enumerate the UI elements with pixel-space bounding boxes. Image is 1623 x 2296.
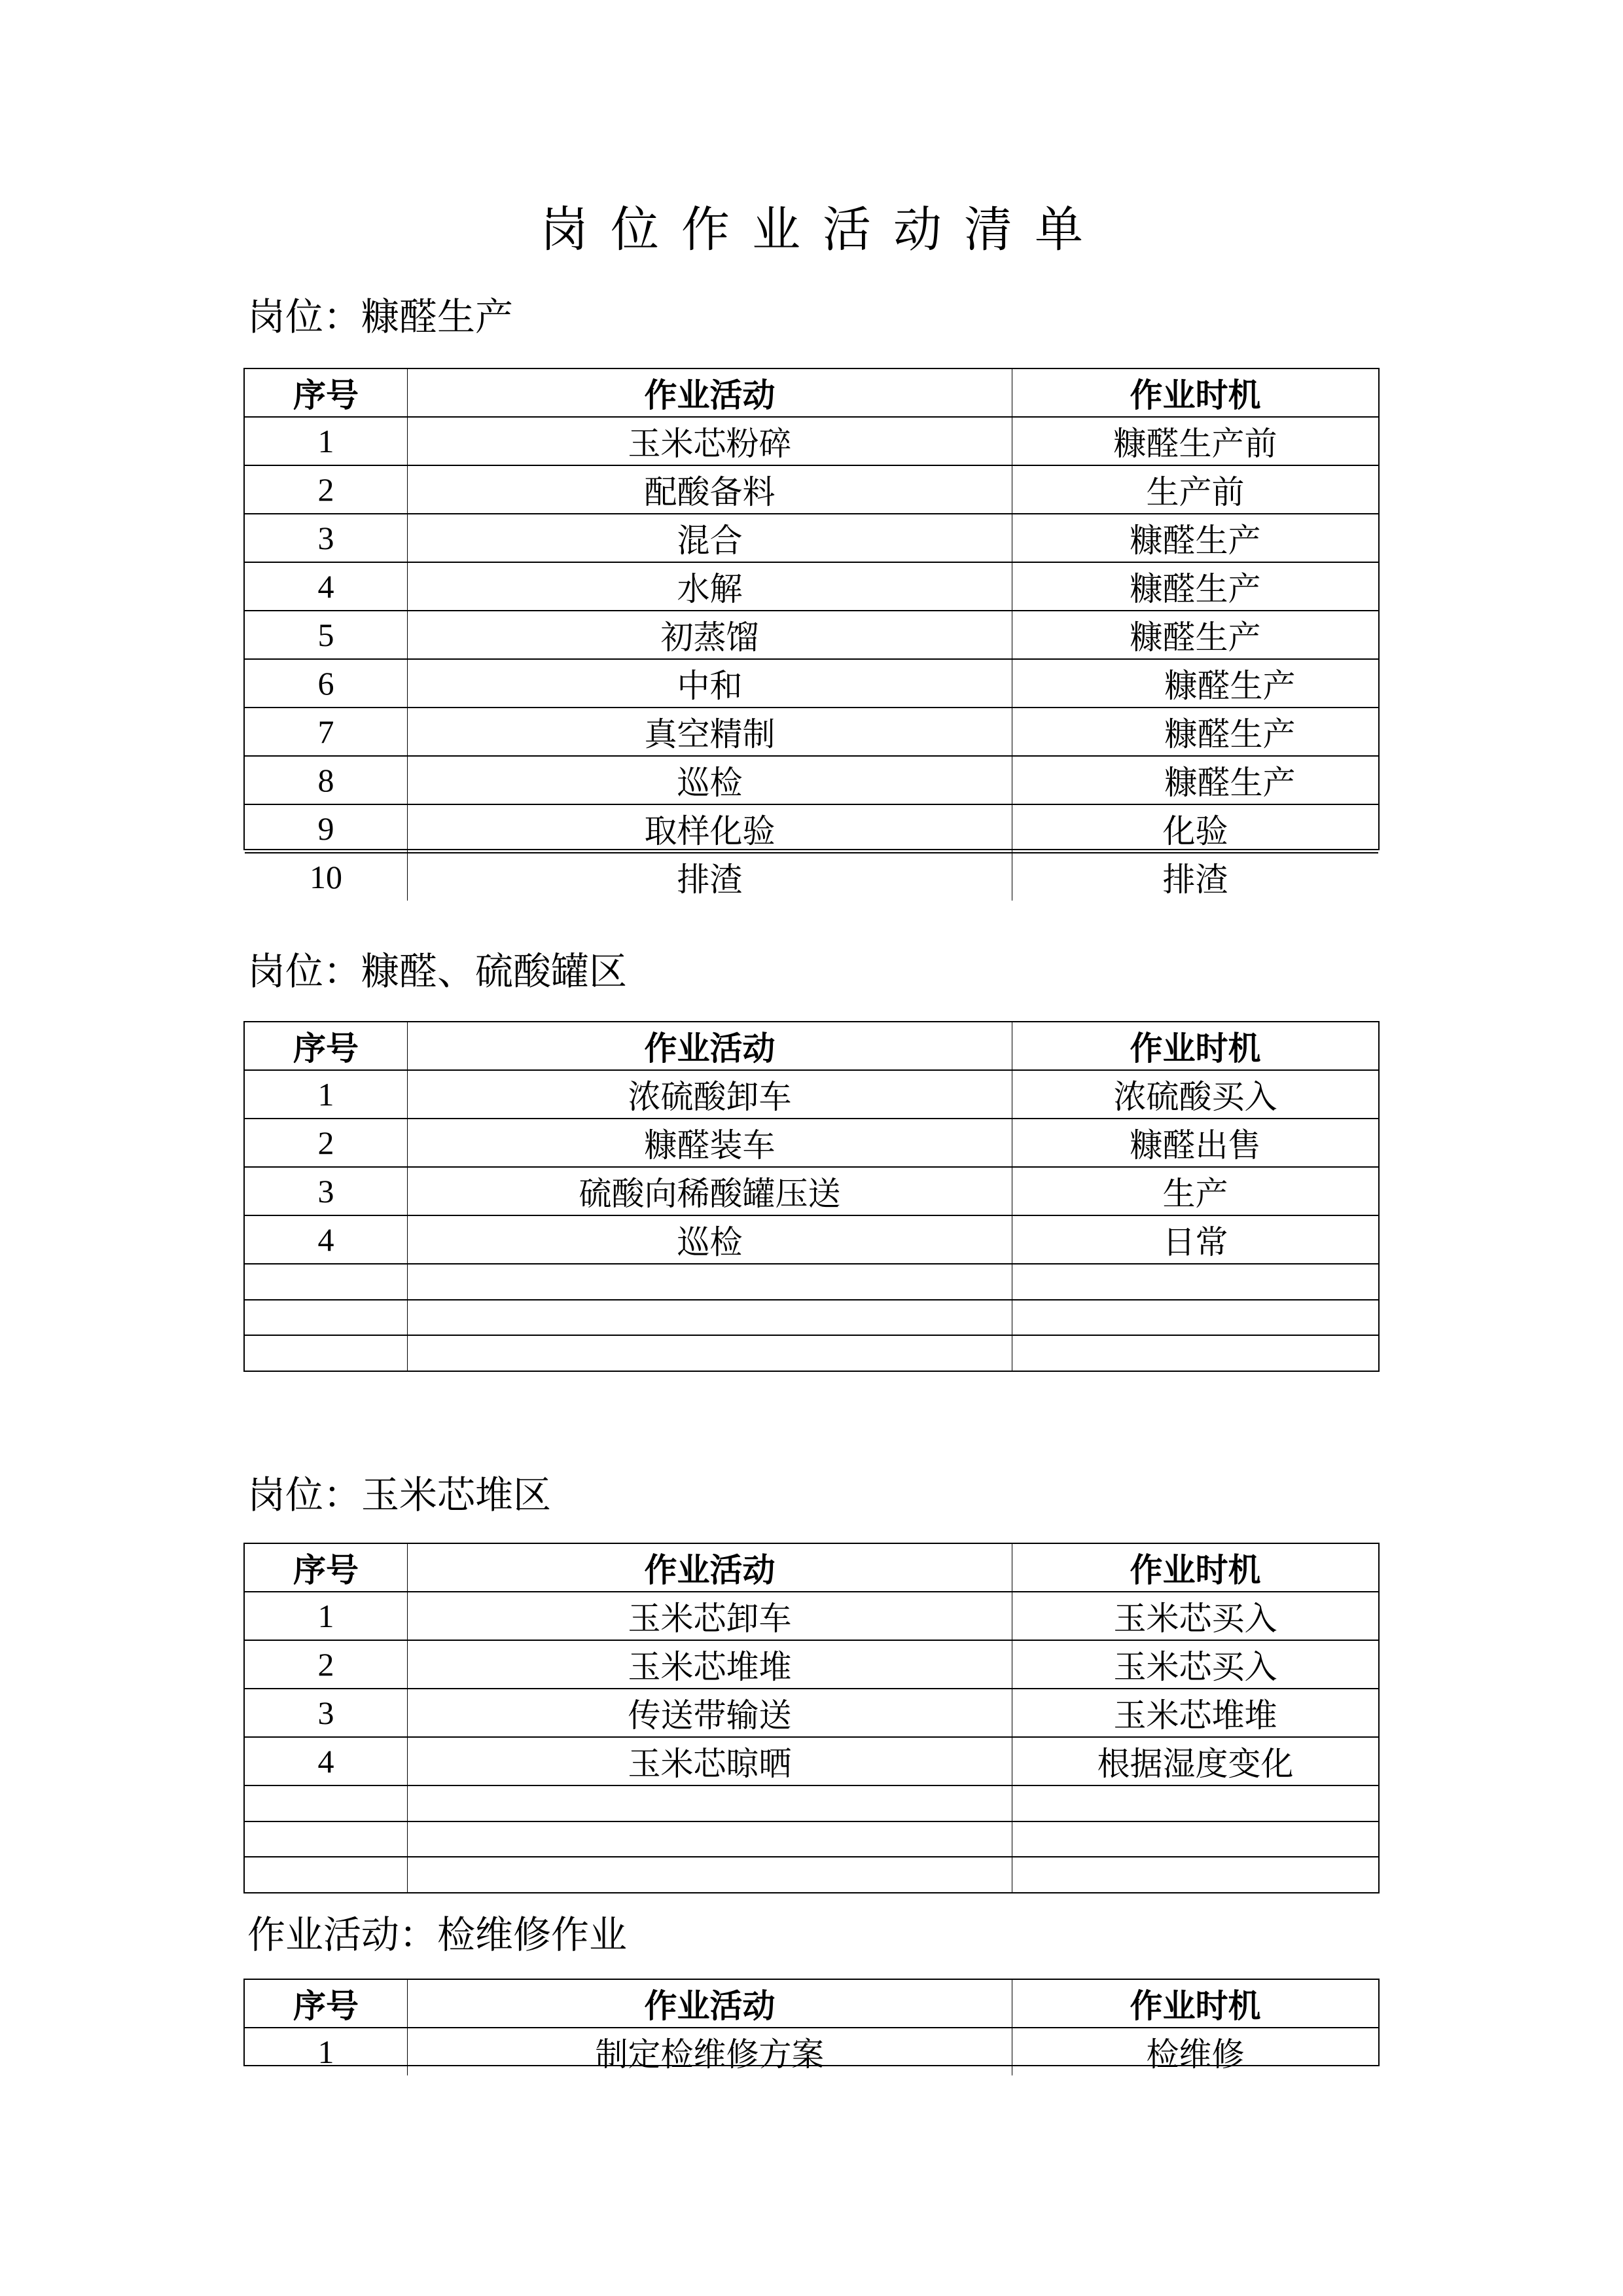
header-cell-no: 序号	[245, 1022, 408, 1069]
cell-no: 2	[245, 466, 408, 513]
table-row	[245, 1736, 1378, 1785]
table-row	[245, 562, 1378, 610]
header-cell-no: 序号	[245, 369, 408, 416]
header-cell-activity: 作业活动	[408, 1022, 1012, 1069]
cell-timing: 排渣	[1162, 861, 1228, 898]
cell-activity: 玉米芯粉碎	[408, 418, 1012, 465]
table-row	[245, 658, 1378, 707]
page-title: 岗位作业活动清单	[540, 204, 1105, 257]
cell-timing	[1012, 1786, 1378, 1821]
cell-timing: 玉米芯买入	[1113, 1600, 1277, 1637]
header-cell-timing: 作业时机	[1130, 1988, 1261, 2024]
cell-activity: 水解	[408, 563, 1012, 610]
table-header-row	[245, 369, 1378, 416]
cell-timing	[1012, 1300, 1378, 1335]
cell-activity: 玉米芯卸车	[408, 1592, 1012, 1640]
cell-timing: 糠醛生产	[1130, 522, 1261, 559]
cell-timing: 根据湿度变化	[1097, 1746, 1294, 1782]
table-row	[245, 1263, 1378, 1299]
cell-no	[245, 1857, 408, 1892]
cell-timing: 玉米芯堆堆	[1113, 1697, 1277, 1734]
cell-activity: 中和	[408, 660, 1012, 707]
cell-activity: 初蒸馏	[408, 611, 1012, 658]
table-row	[245, 416, 1378, 465]
cell-activity: 玉米芯堆堆	[408, 1641, 1012, 1688]
cell-no: 10	[245, 853, 408, 901]
table-row	[245, 1335, 1378, 1371]
header-cell-no: 序号	[245, 1980, 408, 2027]
header-cell-activity: 作业活动	[408, 1980, 1012, 2027]
table-header-row	[245, 1980, 1378, 2027]
table-row	[245, 1591, 1378, 1640]
table-row	[245, 707, 1378, 755]
cell-activity: 传送带输送	[408, 1689, 1012, 1736]
cell-no	[245, 1822, 408, 1857]
activity-table-2	[243, 1021, 1380, 1372]
cell-activity: 硫酸向稀酸罐压送	[408, 1168, 1012, 1215]
cell-no	[245, 1786, 408, 1821]
cell-no: 4	[245, 1216, 408, 1263]
header-cell-timing: 作业时机	[1130, 377, 1261, 414]
table-row	[245, 1640, 1378, 1688]
table-row	[245, 513, 1378, 562]
cell-no: 8	[245, 757, 408, 804]
cell-activity: 取样化验	[408, 805, 1012, 852]
activity-table-1	[243, 368, 1380, 898]
table-header-row	[245, 1544, 1378, 1591]
header-cell-no: 序号	[245, 1544, 408, 1591]
section-heading-4: 作业活动：检维修作业	[247, 1914, 628, 1956]
table-row	[245, 1821, 1378, 1857]
cell-activity: 配酸备料	[408, 466, 1012, 513]
table-row	[245, 1299, 1378, 1335]
header-cell-timing: 作业时机	[1130, 1030, 1261, 1067]
cell-activity: 混合	[408, 514, 1012, 562]
header-cell-activity: 作业活动	[408, 1544, 1012, 1591]
table-row	[245, 2027, 1378, 2075]
cell-timing: 糠醛生产	[1164, 764, 1296, 801]
table-row	[245, 465, 1378, 513]
table-row	[245, 1688, 1378, 1736]
cell-timing: 浓硫酸买入	[1113, 1079, 1277, 1115]
table-row	[245, 1215, 1378, 1263]
cell-activity	[408, 1300, 1012, 1335]
cell-no: 3	[245, 1168, 408, 1215]
cell-activity	[408, 1336, 1012, 1371]
table-row	[245, 1856, 1378, 1892]
cell-timing: 玉米芯买入	[1113, 1649, 1277, 1685]
section-heading-2: 岗位：糠醛、硫酸罐区	[247, 950, 628, 993]
header-cell-activity: 作业活动	[408, 369, 1012, 416]
cell-activity: 真空精制	[408, 708, 1012, 755]
table-row	[245, 1118, 1378, 1166]
cell-no: 1	[245, 418, 408, 465]
table-row	[245, 610, 1378, 658]
table-row	[245, 1166, 1378, 1215]
cell-timing: 糠醛生产	[1130, 619, 1261, 656]
cell-activity: 巡检	[408, 1216, 1012, 1263]
cell-activity: 玉米芯晾晒	[408, 1738, 1012, 1785]
cell-timing: 日常	[1162, 1224, 1228, 1261]
cell-timing: 生产	[1162, 1175, 1228, 1212]
cell-activity	[408, 1822, 1012, 1857]
cell-timing	[1012, 1857, 1378, 1892]
cell-activity: 制定检维修方案	[408, 2028, 1012, 2075]
cell-no	[245, 1300, 408, 1335]
cell-timing: 化验	[1162, 813, 1228, 850]
cell-no: 3	[245, 514, 408, 562]
cell-activity: 浓硫酸卸车	[408, 1071, 1012, 1118]
cell-activity: 排渣	[408, 853, 1012, 901]
cell-timing: 检维修	[1146, 2036, 1245, 2073]
cell-no: 5	[245, 611, 408, 658]
cell-timing: 生产前	[1146, 474, 1245, 511]
cell-no: 4	[245, 1738, 408, 1785]
section-heading-3: 岗位：玉米芯堆区	[247, 1474, 552, 1516]
cell-no: 2	[245, 1641, 408, 1688]
cell-timing	[1012, 1822, 1378, 1857]
cell-no: 4	[245, 563, 408, 610]
table-header-row	[245, 1022, 1378, 1069]
cell-activity: 巡检	[408, 757, 1012, 804]
cell-timing: 糠醛生产	[1130, 571, 1261, 607]
table-row	[245, 1069, 1378, 1118]
header-cell-timing: 作业时机	[1130, 1552, 1261, 1588]
cell-no: 9	[245, 805, 408, 852]
cell-activity	[408, 1857, 1012, 1892]
cell-activity: 糠醛装车	[408, 1119, 1012, 1166]
cell-timing	[1012, 1336, 1378, 1371]
cell-no: 1	[245, 1071, 408, 1118]
cell-no	[245, 1265, 408, 1299]
table-row	[245, 1785, 1378, 1821]
cell-timing: 糠醛生产前	[1113, 425, 1277, 462]
activity-table-4	[243, 1979, 1380, 2073]
cell-activity	[408, 1265, 1012, 1299]
cell-no: 6	[245, 660, 408, 707]
cell-no: 1	[245, 1592, 408, 1640]
cell-timing: 糠醛生产	[1164, 716, 1296, 753]
section-heading-1: 岗位：糠醛生产	[247, 296, 514, 338]
cell-activity	[408, 1786, 1012, 1821]
cell-no	[245, 1336, 408, 1371]
table-row	[245, 852, 1378, 901]
table-row	[245, 755, 1378, 804]
table-row	[245, 804, 1378, 852]
cell-timing: 糠醛出售	[1130, 1127, 1261, 1164]
activity-table-3	[243, 1543, 1380, 1893]
cell-no: 2	[245, 1119, 408, 1166]
cell-timing	[1012, 1265, 1378, 1299]
cell-no: 3	[245, 1689, 408, 1736]
cell-no: 7	[245, 708, 408, 755]
cell-no: 1	[245, 2028, 408, 2075]
cell-timing: 糠醛生产	[1164, 668, 1296, 704]
